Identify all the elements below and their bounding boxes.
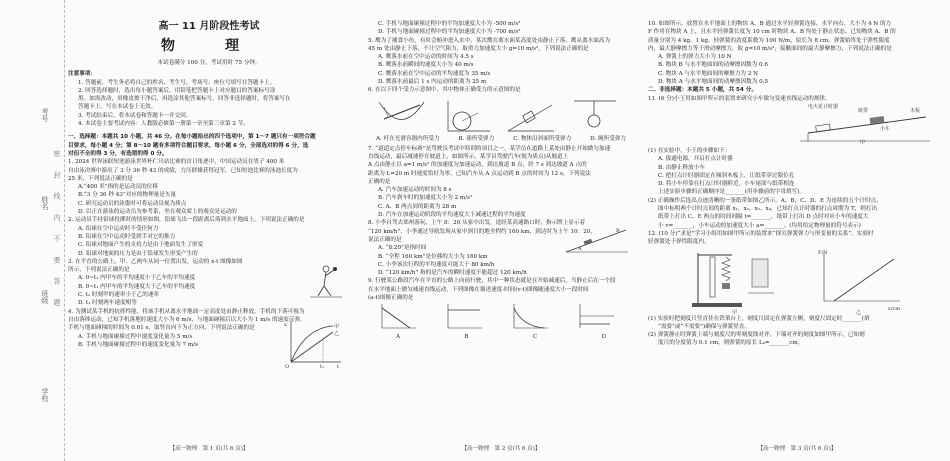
exam-note: 本试卷满分 100 分，考试用时 75 分钟。 (157, 60, 261, 66)
q6-figure-d (568, 97, 623, 133)
question-12: 轻弹簧处于弹性限度内。 (648, 239, 710, 246)
option: D. 手机与地面碰撞过程中的平均加速度大小为 -700 m/s² (378, 29, 521, 36)
question-7: A 点由静止以 a=1 m/s² 的加速度匀加速运动，到达坡道 B 点，经 7 s 到达坡道 A 点的 (368, 162, 587, 169)
svg-text:t₁: t₁ (320, 364, 325, 368)
q11-body: C. 把打点计时器固定在倾斜木板上，让纸带穿过限位孔 (658, 172, 795, 179)
spring-apparatus-figure (688, 249, 778, 309)
option: B. 0~t₁ 内甲车的平均速度大于乙车的平均速度 (78, 283, 196, 290)
section-1-header: 对但不全的得 3 分，有选错的得 0 分。 (68, 150, 168, 157)
option: C. A、B 两点间的距离为 28 m (378, 203, 457, 210)
page-footer: 【高一物理 第 3 页(共 6 页)】 (757, 445, 837, 452)
q11-body: 上述实验步骤的正确顺序是_______(用步骤前的字母填写)。 (658, 189, 806, 196)
side-label-exam-number: 考号 (41, 108, 49, 122)
question-4: 手机与地面碰撞的时间为 0.01 s，取竖直向下为正方向，下列说法正确的是 (68, 325, 255, 332)
fig-label: 木板 (910, 107, 921, 114)
svg-text:x: x (284, 322, 287, 328)
option: C (532, 334, 538, 341)
option: C. 物块 A 与水平地面间的摩擦力为 2 N (658, 70, 758, 77)
axis-label: F/N (818, 249, 828, 256)
option: C. 手机与地面碰撞过程中的平均加速度大小为 -500 m/s² (378, 21, 521, 27)
question-6: 6. 在以下四个受力示意图中，其中物体正确受力的示意图的是 (368, 87, 521, 94)
question-10: 10. 如图所示，放置在水平地面上的物块 A、B 通过水平轻弹簧连接，水平向右、大小为 4 N 的力 (648, 21, 892, 27)
option: A. 铅球在空中运动时不受任何力 (78, 225, 159, 232)
side-label-name: 姓名 (41, 196, 49, 210)
option: C. 鹰落水前在空中运动的平均速度为 35 m/s (378, 70, 491, 77)
page-footer: 【高一物理 第 2 页(共 6 页)】 (461, 445, 541, 452)
option: C. t₁ 时刻甲的速率小于乙的速率 (78, 292, 160, 299)
question-3: 所示，下列说法正确的是 (68, 267, 130, 274)
side-label-school: 学校 (41, 388, 49, 402)
shot-put-figure (306, 262, 346, 300)
q12-body: “需要”或“不需要”)确保与弹簧竖直。 (658, 323, 750, 330)
q12-body: (1) 实验时把刻度尺竖直挂在铁架台上，刻度尺固定在弹簧左侧，刻度尺固定时_______(填 (648, 315, 870, 322)
notice-line: 2. 回答选择题时，选出每小题答案后，用铅笔把答题卡上对应题目的答案标号涂 (78, 87, 276, 94)
notice-line: 4. 本试卷主要考试内容：人教版必修第一册第一章至第三章第 2 节。 (78, 121, 249, 128)
question-9: (a-t)图像正确的是 (368, 295, 414, 302)
q6-figure-a (374, 97, 429, 133)
question-9: 9. 行驶某公路段汽车在平直的公路上向前行驶，其中一种状态就是在开始减速后，当静止后在一个段 (368, 278, 616, 285)
notice-line: 3. 考试结束后，将本试卷和答题卡一并交回。 (78, 112, 192, 119)
option: B. 鹰落水前瞬间的速度大小为 40 m/s (378, 62, 474, 69)
q6-figures (368, 95, 634, 145)
option: A. 杆在光滑容器内所受力 (376, 135, 440, 142)
fig-label: 乙 (856, 309, 862, 316)
page-footer: 【高一物理 第 1 页(共 6 页)】 (169, 445, 249, 452)
option: A.“400 米”指的是运动员的位移 (78, 184, 158, 191)
question-7: 直线运动，最后减速停在坡道上，如图所示，某学员驾驶汽车(视为质点)从坡道上 (368, 153, 569, 160)
x-t-graph-figure (283, 318, 345, 368)
option: C. 铅球对地面产生的支持力是由于地面发生了形变 (78, 242, 204, 249)
q11-body: 图中标明两个计时点间的距离 x₁、x₂、x₃、x₄，已知打点计时器的打点周期为 T，则打出 (658, 206, 878, 213)
q9-options (368, 333, 634, 341)
question-4: 4. 为测试某手机的抗摔性能，将该手机从离水平地面一定高度处由静止释放，手机的下落可视为 (68, 308, 305, 315)
question-1: 25 米，下列说法正确的是 (68, 175, 133, 182)
question-11: 11. (6 分)小王用如图甲所示的装置来研究小车做匀变速直线运动的规律。 (648, 95, 831, 102)
section-1-header: 一、选择题：本题共 10 小题，共 46 分。在每小题给出的四个选项中，第 1～7 题只有一项符合题 (68, 134, 316, 141)
section-2-header: 二、非选择题：本题共 5 小题，共 54 分。 (648, 87, 757, 94)
q12-body: 度尺的分度值为 0.1 cm，则弹簧的原长 L₀=_______cm。 (658, 340, 804, 347)
question-12: 12. (10 分)“求是”学习小组用如图甲所示的装置来“探究弹簧弹力与形变量的关系”，实验时 (648, 230, 874, 237)
option: D. “120 km/h” 指的是汽车的瞬时速度不能超过 120 km/h (378, 270, 527, 277)
q9-graph-c (508, 302, 552, 332)
notice-line: 答题卡上。写在本试卷上无效。 (78, 104, 157, 111)
question-1: 自由泳决赛中游出了 3 分 36 秒 43 的成绩，力压群雄获得冠军。已知短池比赛的泳池长度为 (68, 167, 298, 174)
seal-line-text: 密 封 线 内 不 要 答 题 (53, 150, 61, 312)
question-4: 自由落体运动，已知手机落地时速度大小为 6 m/s，与地面碰撞后以大小为 1 m/s 的速度反弹， (68, 316, 306, 323)
q6-figure-c (504, 97, 559, 133)
option: B. 铅球在空中运动时受到手对它的推力 (78, 233, 176, 240)
option: B. “全程 160 km”是位移的大小为 160 km (378, 253, 488, 260)
axis-label: x/cm (888, 305, 901, 312)
q11-body: 纸带上打出 C、E 两点的时间间隔 t=_______，纸带上打出 D 点时对应小车的速度大 (658, 214, 869, 221)
q11-body: 小 v=_______，小车运动的加速度大小 a=_______。(均用给定物理量的符号表示) (658, 222, 861, 229)
option: B. 球所受弹力 (458, 135, 495, 142)
fig-label: 电火花计时器 (808, 103, 839, 110)
option: A. 汽车加速运动的时间为 8 s (378, 187, 452, 194)
question-9: 在水平地面上做匀减速直线运动，下列图像在描述速度-时间(v-t)图像随速度大小一段时间 (368, 286, 589, 293)
option: B. 手机与地面碰撞过程中的速度变化量为 7 m/s (78, 341, 198, 348)
fig-label: 甲 (860, 139, 866, 146)
option: A. “8:20”是指时间 (378, 245, 427, 252)
fig-label: 甲 (732, 309, 738, 316)
option: A (396, 334, 401, 341)
incline-figure (564, 222, 630, 256)
option: A. 鹰落水前在空中运动的时间为 4.5 s (378, 54, 474, 61)
question-3: 3. 在平直的公路上，甲、乙两车从同一位置出发，运动的 x-t 图像如图 (68, 258, 243, 265)
option: D (601, 334, 606, 341)
option: D. 汽车在加速运动阶段的平均速度大于减速过程的平均速度 (378, 212, 526, 219)
question-2: 2. 运动员手持铅球投掷时的情形如图，铅球飞出一段距离后落到水平地面上。下列说法正确的是 (68, 217, 305, 224)
question-8: 说法正确的是 (368, 236, 402, 243)
question-8: “120 km/h”，小李通过导航发现从家中到目的地全程约 160 km，到达时为上午 10：20， (368, 228, 596, 235)
svg-text:B: B (616, 228, 620, 234)
question-5: 45 m 处由静止下落，不计空气阻力，取重力加速度大小 g=10 m/s²，下列说法正确的是 (368, 45, 589, 52)
question-7: 7. “道道定点停车标赛”是驾驶员考试中特训的项目之一。某学员在道路上某处由静止开始做匀加速 (368, 145, 611, 152)
option: D. 铅球对地面的压力是由于铅球发生形变产生的 (78, 250, 198, 257)
svg-text:O: O (285, 364, 290, 368)
q9-graph-a (376, 302, 420, 332)
binding-margin (0, 0, 65, 461)
option: A. 0~t₁ 内甲车的平均速度小于乙车的平均速度 (78, 275, 196, 282)
exam-title: 高一 11 月阶段性考试 (158, 21, 260, 32)
q6-figure-b (440, 97, 495, 133)
side-label-class: 班级 (41, 290, 49, 304)
option: A. 手机与地面碰撞过程中速度变化量为 5 m/s (78, 333, 193, 340)
option: B (464, 334, 469, 341)
q11-body: (2) 正确操作后选出点迹清晰的一条纸带如图乙所示，A、B、C、D、E 为连续的五个计时点， (648, 197, 882, 204)
svg-text:A: A (578, 246, 582, 252)
option: D. 物块 A 与水平地面间的动摩擦因数为 0.5 (658, 79, 769, 86)
q11-figure-area (648, 103, 946, 147)
question-8: 8. 小李自驾去郑州游玩，上午 8：20 从家中出发，途经某高速路口时，指示牌上显示着 (368, 220, 586, 227)
q9-graph-b (442, 302, 486, 332)
notice-line: 1. 答题前，考生务必将自己的姓名、考生号、考场号、座位号填写在答题卡上。 (78, 79, 276, 86)
svg-text:t: t (337, 364, 340, 368)
page-3 (648, 0, 946, 461)
page-2 (368, 0, 634, 461)
option: D. t₁ 时刻两车速度相等 (78, 300, 137, 307)
q11-body: B. 由静止释放小车 (658, 164, 705, 171)
option: C. 物体沿斜面所受弹力 (513, 135, 572, 142)
notice-title: 注意事项： (68, 71, 96, 78)
question-10: F 作用在物块 A 上，且水平轻弹簧长度为 10 cm 时物块 A、B 均处于静止状态。已知物块 A、B 的 (648, 29, 896, 36)
option: A. 弹簧上的弹力大小为 10 N (658, 54, 732, 61)
option: D. 鹰落水前最后 1 s 内运动的距离为 25 m (378, 79, 487, 86)
section-1-header: 目要求，每小题 4 分；第 8～10 题有多项符合题目要求，每小题 6 分，全部选对的得 6 分，选 (68, 142, 309, 149)
q9-graphs (368, 302, 634, 342)
question-7: 距离为 L=20 m 时速度恰好为零，已知汽车从 A 点运动到 B 点的时间为 12 s，下列说法 (368, 170, 591, 177)
question-1: 1. 2024 世界泳联短池游泳世界杯仁川站比赛的首日角逐中，中国运动员在男子 400 米 (68, 159, 285, 166)
q9-graph-d (574, 302, 618, 332)
option: B.“3 分 36 秒 43”对应的物理量是矢量 (78, 192, 177, 199)
option: C. 研究运动员的泳姿时可将运动员视为质点 (78, 200, 187, 207)
option: D. 绳所受弹力 (590, 135, 626, 142)
q12-body: (2) 弹簧静止时弹簧上端与刻度尺的零刻度线对齐，下端对齐的刻度如图甲所示，已知刻 (648, 332, 865, 339)
spring-graph-figure (814, 249, 904, 309)
question-10: 内，最大静摩擦力等于滑动摩擦力，取 g=10 m/s²，接触面间的最大静摩擦力，下列说法正确的是 (648, 45, 892, 52)
question-10: 质量分别为 4 kg、1 kg，轻弹簧的劲度系数为 100 N/m，原长为 8 cm，弹簧始终处于弹性限度 (648, 37, 890, 44)
fig-label: 纸带 (858, 107, 869, 114)
exam-subject: 物 理 (161, 38, 257, 54)
svg-text:甲: 甲 (334, 324, 340, 330)
q11-body: A. 拔通电源，开启打点计时器 (658, 156, 733, 163)
q11-body: D. 将小车停靠在打点计时器附近，小车尾部与纸带相连 (658, 181, 795, 188)
fig-label: 小车 (880, 125, 891, 132)
svg-text:乙: 乙 (334, 331, 340, 337)
option: D. 以正在游泳的运动员为参考系，坐在观众席上的观众是运动的 (78, 209, 237, 216)
page-1 (68, 0, 350, 461)
question-5: 5. 鹰为了捕食小鱼，有时会俯冲进入水中，某次鹰在离水面某高度处由静止下落，鹰从离水面高为 (368, 37, 611, 44)
option: C. 小李该次行程的平均速度可能大于 80 km/h (378, 261, 495, 268)
q12-figure-area (648, 247, 946, 315)
option: B. 汽车刹车时的加速度大小为 2 m/s² (378, 195, 473, 202)
notice-line: 黑。如需改动，用橡皮擦干净后，再选涂其他答案标号。回答非选择题时，将答案写在 (78, 96, 291, 103)
question-7: 正确的是 (368, 178, 391, 185)
q6-options (368, 135, 634, 143)
q11-body: (1) 在实验中，小王的步骤如下： (648, 147, 731, 154)
option: B. 物块 B 与水平地面间的动摩擦因数为 0.6 (658, 62, 768, 69)
